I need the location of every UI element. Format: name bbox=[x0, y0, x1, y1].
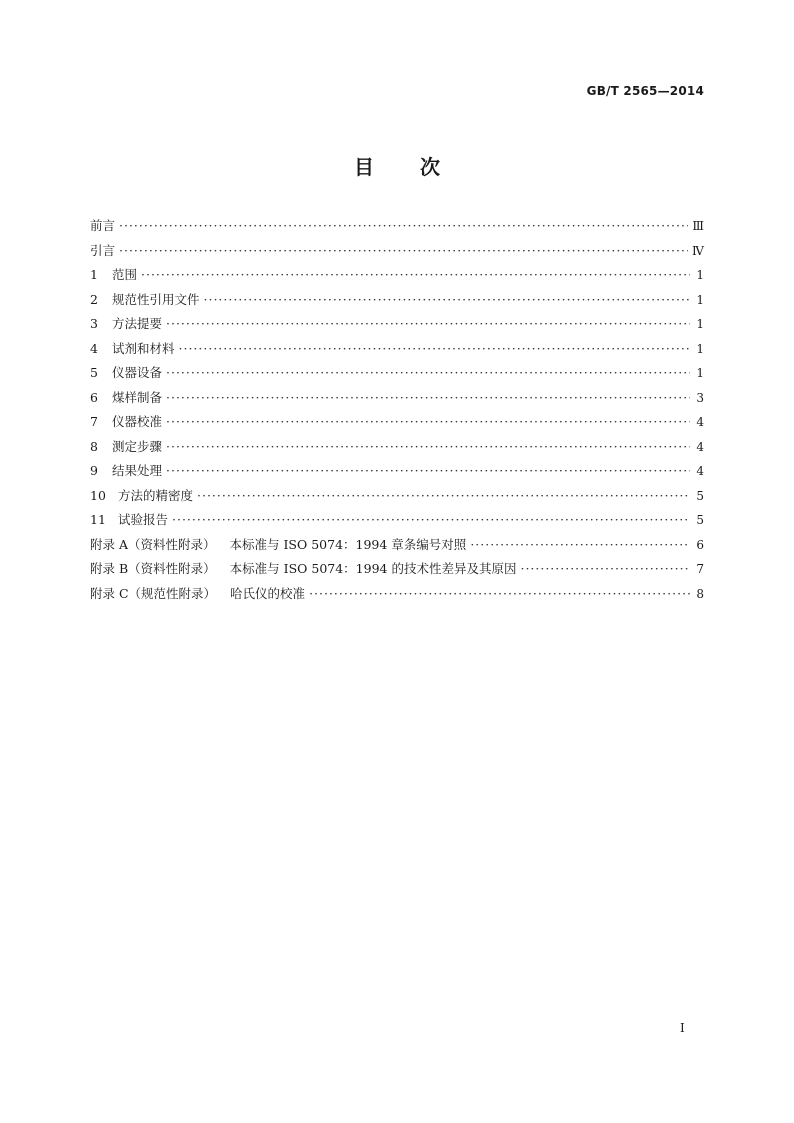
toc-entry-label: 本标准与 ISO 5074：1994 的技术性差异及其原因 bbox=[229, 561, 517, 576]
toc-entry-page: 4 bbox=[696, 464, 704, 478]
toc-entry-page: 6 bbox=[696, 537, 704, 552]
toc-entry-label: 规范性引用文件 bbox=[112, 291, 200, 307]
toc-entry-number: 2 bbox=[90, 291, 98, 307]
toc-entry-annex-c[interactable] bbox=[90, 584, 704, 609]
toc-entry-label: 前言 bbox=[90, 218, 116, 233]
dot-leader bbox=[141, 267, 690, 282]
toc-entry-label: 测定步骤 bbox=[112, 438, 163, 454]
title-char-1: 目 bbox=[354, 155, 374, 179]
toc-entry-7[interactable] bbox=[90, 412, 704, 437]
toc-entry-4[interactable] bbox=[90, 339, 704, 364]
page-number: Ⅰ bbox=[680, 1021, 685, 1035]
toc-entry-number: 5 bbox=[90, 365, 98, 380]
toc-entry-number: 8 bbox=[90, 438, 98, 454]
toc-entry-annex-b[interactable] bbox=[90, 559, 704, 584]
page-title bbox=[0, 151, 794, 180]
dot-leader bbox=[119, 243, 688, 258]
toc-entry-label: 范围 bbox=[112, 267, 138, 282]
toc-entry-number: 11 bbox=[90, 512, 106, 527]
standard-code: GB/T 2565—2014 bbox=[586, 84, 704, 98]
toc-entry-number: 3 bbox=[90, 316, 98, 331]
toc-entry-page: Ⅳ bbox=[692, 243, 704, 258]
toc-entry-1[interactable] bbox=[90, 265, 704, 290]
dot-leader bbox=[166, 463, 690, 478]
toc-entry-number: 6 bbox=[90, 389, 98, 405]
toc-entry-page: 1 bbox=[696, 292, 704, 307]
toc-entry-foreword[interactable] bbox=[90, 216, 704, 241]
toc-entry-5[interactable] bbox=[90, 363, 704, 388]
dot-leader bbox=[119, 218, 688, 233]
dot-leader bbox=[520, 561, 690, 576]
toc-entry-page: Ⅲ bbox=[692, 219, 704, 233]
toc-entry-page: 4 bbox=[696, 439, 704, 454]
toc-entry-label: 试剂和材料 bbox=[112, 340, 175, 356]
toc-entry-label: 试验报告 bbox=[118, 512, 169, 527]
dot-leader bbox=[166, 414, 690, 429]
dot-leader bbox=[166, 439, 690, 454]
toc-entry-page: 3 bbox=[696, 390, 704, 405]
toc-entry-number: 附录 B（资料性附录） bbox=[90, 561, 216, 576]
toc-entry-number: 7 bbox=[90, 414, 98, 429]
dot-leader bbox=[166, 390, 690, 405]
toc-entry-2[interactable] bbox=[90, 290, 704, 315]
toc-entry-label: 哈氏仪的校准 bbox=[230, 585, 306, 601]
toc-entry-8[interactable] bbox=[90, 437, 704, 462]
toc-entry-label: 结果处理 bbox=[112, 463, 163, 478]
toc-entry-number: 1 bbox=[90, 267, 98, 282]
dot-leader bbox=[309, 586, 690, 601]
toc-entry-label: 煤样制备 bbox=[112, 389, 163, 405]
toc-entry-page: 5 bbox=[696, 513, 704, 527]
toc-entry-11[interactable] bbox=[90, 510, 704, 535]
toc-entry-introduction[interactable] bbox=[90, 241, 704, 266]
dot-leader bbox=[166, 316, 690, 331]
toc-entry-9[interactable] bbox=[90, 461, 704, 486]
dot-leader bbox=[179, 341, 690, 356]
toc-entry-page: 1 bbox=[696, 317, 704, 331]
title-char-2: 次 bbox=[420, 155, 440, 179]
toc-entry-number: 附录 A（资料性附录） bbox=[90, 536, 216, 552]
dot-leader bbox=[470, 537, 690, 552]
table-of-contents bbox=[90, 216, 704, 608]
dot-leader bbox=[166, 365, 690, 380]
toc-entry-page: 1 bbox=[696, 268, 704, 282]
toc-entry-page: 7 bbox=[696, 562, 704, 576]
dot-leader bbox=[172, 512, 690, 527]
toc-entry-number: 10 bbox=[90, 487, 106, 503]
toc-entry-label: 引言 bbox=[90, 242, 116, 258]
toc-entry-label: 本标准与 ISO 5074：1994 章条编号对照 bbox=[229, 536, 467, 552]
toc-entry-number: 4 bbox=[90, 340, 98, 356]
toc-entry-label: 方法提要 bbox=[112, 316, 163, 331]
toc-entry-3[interactable] bbox=[90, 314, 704, 339]
toc-entry-6[interactable] bbox=[90, 388, 704, 413]
toc-entry-annex-a[interactable] bbox=[90, 535, 704, 560]
toc-entry-label: 仪器校准 bbox=[112, 414, 163, 429]
toc-entry-page: 5 bbox=[696, 488, 704, 503]
dot-leader bbox=[204, 292, 690, 307]
toc-entry-label: 方法的精密度 bbox=[118, 487, 194, 503]
dot-leader bbox=[197, 488, 690, 503]
toc-entry-page: 8 bbox=[696, 586, 704, 601]
toc-entry-10[interactable] bbox=[90, 486, 704, 511]
toc-entry-page: 1 bbox=[696, 366, 704, 380]
toc-entry-page: 4 bbox=[696, 415, 704, 429]
toc-entry-number: 9 bbox=[90, 463, 98, 478]
toc-entry-page: 1 bbox=[696, 341, 704, 356]
toc-entry-label: 仪器设备 bbox=[112, 365, 163, 380]
toc-entry-number: 附录 C（规范性附录） bbox=[90, 585, 217, 601]
